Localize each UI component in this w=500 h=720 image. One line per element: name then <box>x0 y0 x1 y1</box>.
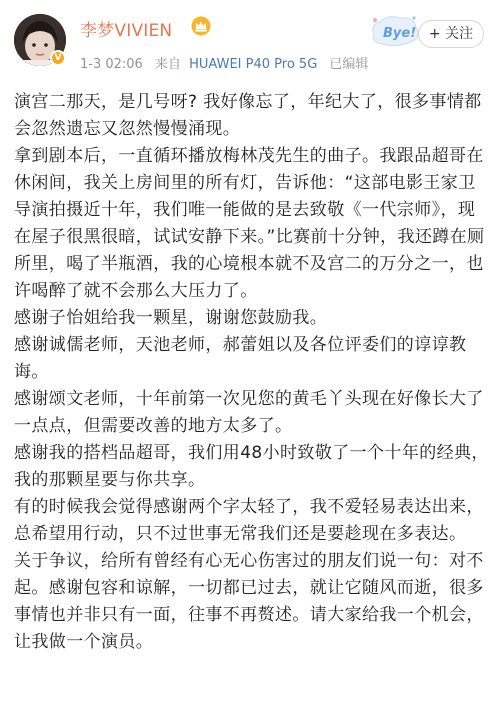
post-paragraph: 感谢子怡姐给我一颗星，谢谢您鼓励我。 <box>14 308 328 328</box>
source-prefix: 来自 <box>154 57 181 72</box>
source-device[interactable]: HUAWEI P40 Pro 5G <box>189 57 318 72</box>
bye-sticker-text: Bye! <box>383 26 417 41</box>
post-paragraph: 感谢诚儒老师，天池老师，郝蕾姐以及各位评委们的谆谆教诲。 <box>14 335 467 382</box>
post-paragraph: 有的时候我会觉得感谢两个字太轻了，我不爱轻易表达出来，总希望用行动，只不过世事无常我们还是要趁现在多表达。 <box>14 497 484 544</box>
verified-badge-icon: V <box>50 50 66 66</box>
post-paragraph: 感谢我的搭档品超哥，我们用48小时致敬了一个十年的经典，我的那颗星要与你共享。 <box>14 443 489 490</box>
vip-crown-icon <box>191 16 211 36</box>
edited-label: 已编辑 <box>329 57 369 72</box>
post-paragraph: 感谢颂文老师，十年前第一次见您的黄毛丫头现在好像长大了一点点，但需要改善的地方太多了。 <box>14 389 484 436</box>
post-header <box>0 0 500 84</box>
user-name[interactable]: 李梦VIVIEN <box>80 21 173 41</box>
follow-button[interactable]: + 关注 <box>418 20 484 48</box>
bye-sticker-icon <box>366 10 422 50</box>
post-time: 1-3 02:06 <box>80 57 143 72</box>
post-paragraph: 拿到剧本后，一直循环播放梅林茂先生的曲子。我跟品超哥在休闲间，我关上房间里的所有灯，告诉他：“这部电影王家卫导演拍摄近十年，我们唯一能做的是去致敬《一代宗师》，现在屋子很黑很暗，试试安静下来。”比赛前十分钟，我还蹲在厕所里，喝了半瓶酒，我的心境根本就不及宫二的万分之一，也许喝醉了就不会那么大压力了。 <box>14 146 485 301</box>
post-paragraph: 关于争议，给所有曾经有心无心伤害过的朋友们说一句：对不起。感谢包容和谅解，一切都已过去，就让它随风而逝，很多事情也并非只有一面，往事不再赘述。请大家给我一个机会，让我做一个演员。 <box>14 551 484 652</box>
post-paragraph: 演宫二那天，是几号呀? 我好像忘了，年纪大了，很多事情都会忽然遗忘又忽然慢慢涌现。 <box>14 92 482 139</box>
post-content <box>14 89 492 656</box>
post-meta <box>80 53 376 72</box>
